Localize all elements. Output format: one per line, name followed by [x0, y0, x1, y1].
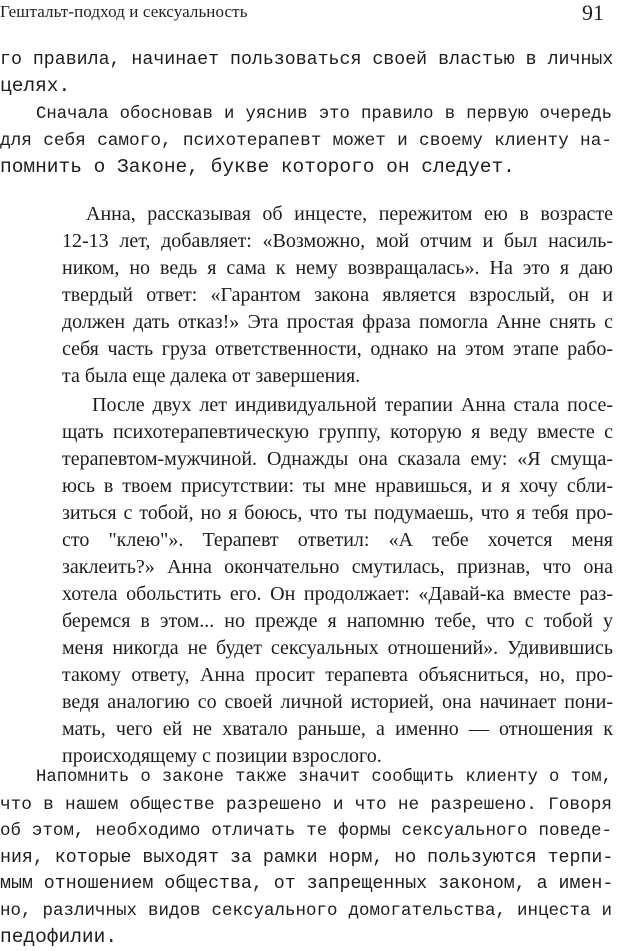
text-line: об этом, необходимо отличать те формы сексуального поведе-: [0, 821, 612, 841]
quote-line: происходящему с позиции взрослого.: [62, 745, 382, 767]
quote-line: зиться с тобой, но я боюсь, что ты подумаешь, что я тебя про-: [62, 502, 613, 524]
text-line: целях.: [0, 75, 71, 97]
text-line: что в нашем обществе разрешено и что не разрешено. Говоря: [0, 794, 612, 815]
quote-line: мать, чего ей не хватало раньше, а именно — отношения к: [62, 718, 613, 740]
text-line: но, различных видов сексуального домогательства, инцеста и: [0, 900, 612, 921]
page-header: [0, 2, 610, 26]
text-line: ния, которые выходят за рамки норм, но пользуются терпи-: [0, 847, 614, 868]
quote-line: сто "клею"». Терапевт ответил: «А тебе хочется меня: [62, 529, 613, 551]
quote-paragraph-1: [62, 201, 613, 392]
case-quote: [62, 201, 613, 770]
quote-line: 12-13 лет, добавляет: «Возможно, мой отчим и был насиль-: [62, 230, 613, 252]
quote-paragraph-2: [62, 392, 613, 770]
quote-line: ведя аналогию со своей личной историей, она начинает пони-: [62, 691, 613, 713]
quote-line: должен дать отказ!» Эта простая фраза помогла Анне снять с: [62, 311, 613, 333]
quote-line: терапевтом-мужчиной. Однажды она сказала ему: «Я смуща-: [62, 448, 613, 470]
quote-line: себя часть груза ответственности, однако на этом этапе рабо-: [62, 338, 613, 360]
quote-line: твердый ответ: «Гарантом закона является взрослый, он и: [62, 284, 613, 306]
quote-line: Анна, рассказывая об инцесте, пережитом ею в возрасте: [86, 203, 613, 225]
opening-paragraphs: [0, 47, 612, 180]
quote-line: хотела обольстить его. Он продолжает: «Давай-ка вместе раз-: [62, 583, 613, 605]
text-line: педофилии.: [0, 926, 118, 948]
quote-line: беремся в этом... но прежде я напомню тебе, что с тобой у: [62, 610, 613, 632]
quote-line: юсь в твоем присутствии: ты мне нравишься, и я хочу сбли-: [62, 475, 613, 497]
text-line: го правила, начинает пользоваться своей властью в личных: [0, 50, 614, 70]
quote-line: заклеить?» Анна окончательно смутилась, признав, что она: [62, 556, 613, 578]
text-line: Сначала обосновав и уяснив это правило в первую очередь: [36, 105, 612, 124]
page-number: 91: [582, 0, 604, 25]
quote-line: После двух лет индивидуальной терапии Анна стала посе-: [92, 394, 613, 416]
quote-line: щать психотерапевтическую группу, которую я веду вместе с: [62, 421, 613, 443]
quote-line: ником, но ведь я сама к нему возвращалась». На это я даю: [62, 257, 613, 279]
quote-line: меня никогда не будет сексуальных отношений». Удивившись: [62, 637, 613, 659]
quote-line: такому ответу, Анна просит терапевта объясниться, но, про-: [62, 664, 613, 686]
text-line: мым отношением общества, от запрещенных законом, а имен-: [0, 874, 614, 894]
text-line: помнить о Законе, букве которого он следует.: [0, 156, 515, 178]
text-line: Напомнить о законе также значит сообщить клиенту о том,: [36, 768, 612, 787]
quote-line: та была еще далека от завершения.: [62, 365, 361, 387]
closing-paragraph: [0, 765, 612, 951]
running-title: Гештальт-подход и сексуальность: [0, 2, 248, 21]
text-line: для себя самого, психотерапевт может и своему клиенту на-: [0, 131, 612, 151]
